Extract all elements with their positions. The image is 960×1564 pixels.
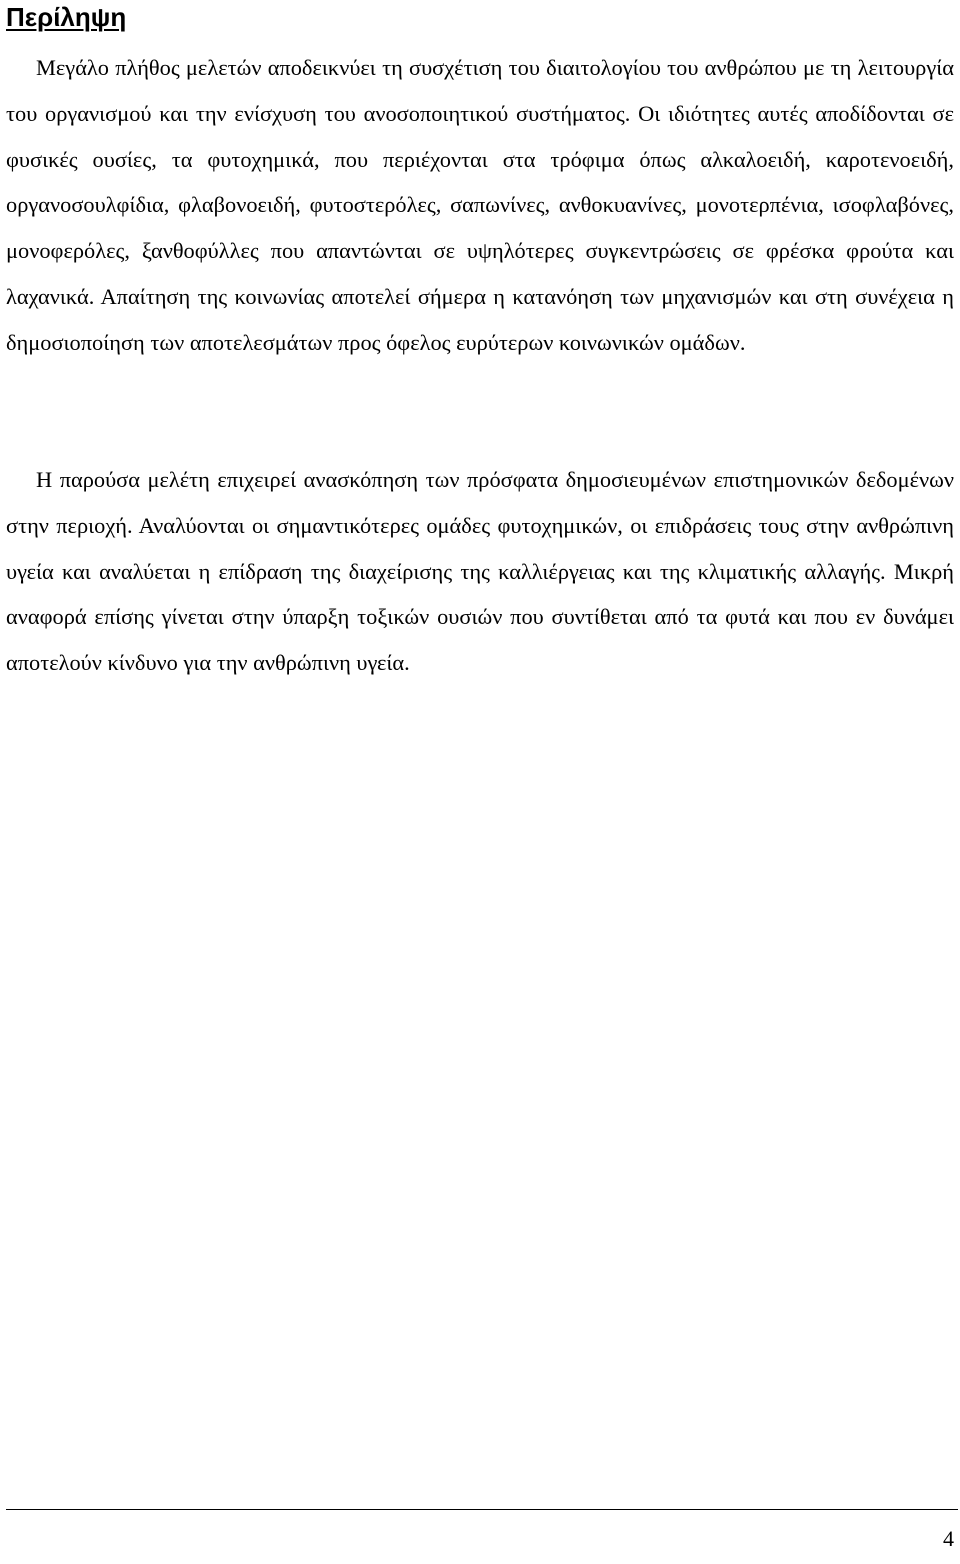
abstract-paragraph-2: Η παρούσα μελέτη επιχειρεί ανασκόπηση των πρόσφατα δημοσιευμένων επιστημονικών δεδομένων στην περιοχή. Αναλύονται οι σημαντικότερες ομάδες φυτοχημικών, οι επιδράσεις τους στην ανθρώπινη υγεία και αναλύεται η επίδραση της διαχείρισης της καλλιέργειας και της κλιματικής αλλαγής. Μικρή αναφορά επίσης γίνεται στην ύπαρξη τοξικών ουσιών που συντίθεται από τα φυτά και που εν δυνάμει αποτελούν κίνδυνο για την ανθρώπινη υγεία. — [6, 467, 954, 676]
page-heading: Περίληψη — [6, 2, 127, 32]
abstract-paragraph-1: Μεγάλο πλήθος μελετών αποδεικνύει τη συσχέτιση του διαιτολογίου του ανθρώπου με τη λειτουργία του οργανισμού και την ενίσχυση του ανοσοποιητικού συστήματος. Οι ιδιότητες αυτές αποδίδονται σε φυσικές ουσίες, τα φυτοχημικά, που περιέχονται στα τρόφιμα όπως αλκαλοειδή, καροτενοειδή, οργανοσουλφίδια, φλαβονοειδή, φυτοστερόλες, σαπωνίνες, ανθοκυανίνες, μονοτερπένια, ισοφλαβόνες, μονοφερόλες, ξανθοφύλλες που απαντώνται σε υψηλότερες συγκεντρώσεις σε φρέσκα φρούτα και λαχανικά. Απαίτηση της κοινωνίας αποτελεί σήμερα η κατανόηση των μηχανισμών και στη συνέχεια η δημοσιοποίηση των αποτελεσμάτων προς όφελος ευρύτερων κοινωνικών ομάδων. — [6, 55, 954, 355]
page-number: 4 — [943, 1526, 954, 1551]
footer-divider — [6, 1509, 958, 1510]
